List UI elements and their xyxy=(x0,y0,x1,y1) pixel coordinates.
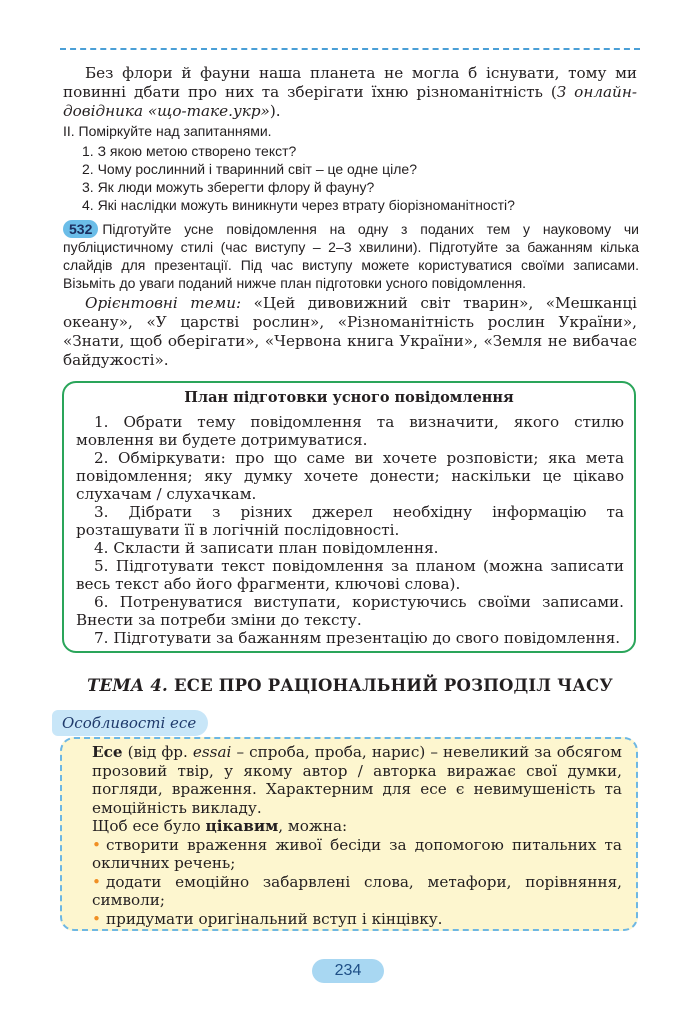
exercise-number-badge: 532 xyxy=(63,220,98,238)
essay-definition: Есе (від фр. essai – спроба, проба, нарис) – невеликий за обсягом прозовий твір, у якому автор / авторка виражає свої думки, погляди, враження. Характерним для есе є невимушеність та емоційність викладу. xyxy=(92,743,622,817)
intro-paragraph: Без флори й фауни наша планета не могла б існувати, тому ми повинні дбати про них та зберігати їхню різноманітність (З онлайн-довідника «що-таке.укр»). xyxy=(63,64,637,120)
question-item: 4. Які наслідки можуть виникнути через втрату біорізноманітності? xyxy=(82,197,515,213)
intro-source: З онлайн-довідника «що-таке.укр» xyxy=(63,83,637,120)
topics-paragraph xyxy=(63,294,637,370)
plan-item: 4. Скласти й записати план повідомлення. xyxy=(94,539,439,557)
topic-title: ЕСЕ ПРО РАЦІОНАЛЬНИЙ РОЗПОДІЛ ЧАСУ xyxy=(168,676,613,695)
plan-item: 3. Дібрати з різних джерел необхідну інформацію та розташувати її в логічній послідовності. xyxy=(76,503,624,539)
essay-bullet: • створити враження живої бесіди за допомогою питальних та окличних речень; xyxy=(92,835,622,872)
plan-item: 1. Обрати тему повідомлення та визначити, якого стилю мовлення ви будете дотримуватися. xyxy=(76,413,624,449)
top-dashed-rule xyxy=(60,48,640,50)
features-label-tag: Особливості есе xyxy=(52,710,208,736)
essay-bullet: • додати емоційно забарвлені слова, метафори, порівняння, символи; xyxy=(92,872,622,909)
bullet-dot-icon: • xyxy=(92,909,101,928)
topics-label: Орієнтовні теми: xyxy=(85,294,242,312)
essay-term: Есе xyxy=(92,743,123,761)
plan-list xyxy=(76,413,624,647)
topic-heading xyxy=(63,676,637,695)
plan-item: 6. Потренуватися виступати, користуючись своїми записами. Внести за потреби зміни до тексту. xyxy=(76,593,624,629)
essay-foreign-word: essai xyxy=(192,743,232,761)
essay-content xyxy=(92,743,622,928)
question-item: 1. З якою метою створено текст? xyxy=(82,143,297,159)
topic-prefix: ТЕМА 4. xyxy=(87,676,169,695)
essay-intro: Щоб есе було цікавим, можна: xyxy=(92,817,348,835)
bullet-dot-icon: • xyxy=(92,835,101,854)
question-item: 2. Чому рослинний і тваринний світ – це одне ціле? xyxy=(82,161,417,177)
page-number: 234 xyxy=(312,959,384,983)
plan-item: 7. Підготувати за бажанням презентацію до свого повідомлення. xyxy=(94,629,621,647)
essay-bullet: • придумати оригінальний вступ і кінцівку. xyxy=(92,909,443,928)
exercise-532 xyxy=(63,220,639,292)
plan-title: План підготовки усного повідомлення xyxy=(184,389,514,406)
plan-item: 5. Підготувати текст повідомлення за планом (можна записати весь текст або його фрагменти, ключові слова). xyxy=(76,557,624,593)
task-heading: ІІ. Поміркуйте над запитаннями. xyxy=(63,123,272,139)
question-list xyxy=(82,142,622,214)
plan-item: 2. Обміркувати: про що саме ви хочете розповісти; яка мета повідомлення; яку думку хочете донести; наскільки це цікаво слухачам / слухачкам. xyxy=(76,449,624,503)
bullet-dot-icon: • xyxy=(92,872,101,891)
exercise-text: Підготуйте усне повідомлення на одну з поданих тем у науковому чи публіцистичному стилі (час виступу – 2–3 хвилини). Підготуйте за бажанням кілька слайдів для презентації. Під час виступу можете користуватися своїми записами. Візьміть до уваги поданий нижче план підготовки усного повідомлення. xyxy=(63,221,639,291)
topics-list: «Цей дивовижний світ тварин», «Мешканці океану», «У царстві рослин», «Різноманітність рослин України», «Знати, щоб оберігати», «Червона книга України», «Земля не вибачає байдужості». xyxy=(63,294,637,369)
essay-intro-bold: цікавим xyxy=(205,817,279,835)
question-item: 3. Як люди можуть зберегти флору й фауну? xyxy=(82,179,375,195)
